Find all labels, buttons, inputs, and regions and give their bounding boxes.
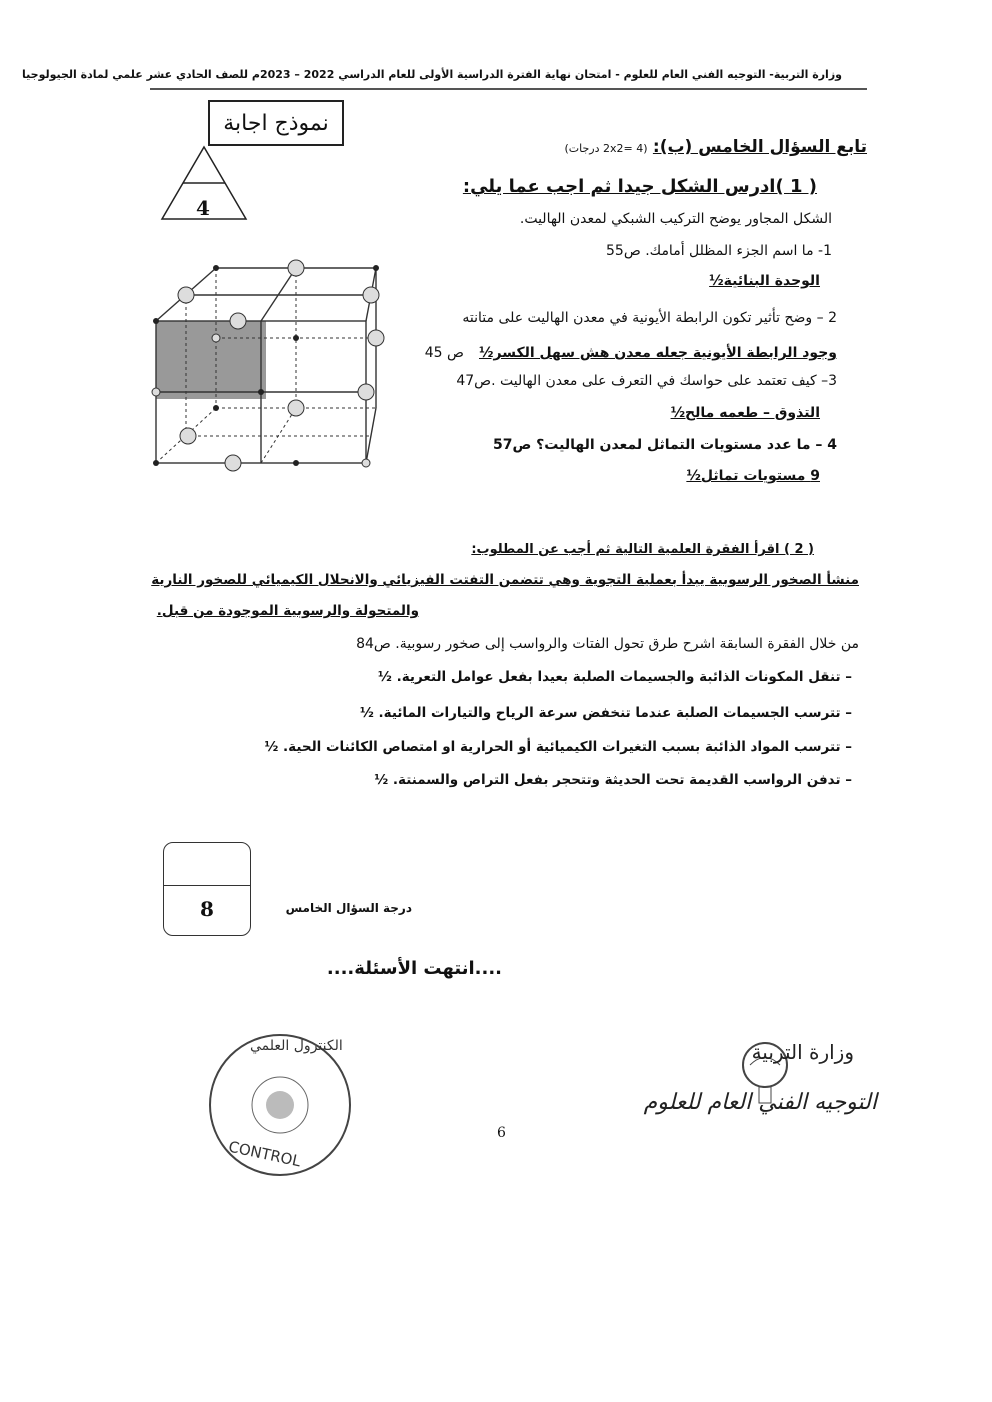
page-number: 6	[497, 1125, 506, 1141]
part1-a2: وجود الرابطة الأيونية جعله معدن هش سهل الكسر½	[479, 345, 837, 361]
part1-intro: الشكل المجاور يوضح التركيب الشبكي لمعدن الهاليت.	[519, 211, 832, 227]
total-score-label: درجة السؤال الخامس	[285, 901, 412, 915]
part2-answer-4: – تدفن الرواسب القديمة تحت الحديثة وتتحجر بفعل التراص والسمنتة. ½	[374, 772, 852, 788]
control-stamp-bottom-text: CONTROL	[226, 1137, 303, 1171]
part1-a4: 9 مستويات تماثل½	[686, 468, 820, 484]
control-stamp-arc-text: الكنترول العلمي	[250, 1038, 343, 1054]
header-title: وزارة التربية- التوجيه الفني العام للعلوم - امتحان نهاية الفترة الدراسية الأولى للعام الدراسي 2022 – 2023م للصف الحادي عشر علمي لمادة الجيولوجيا	[22, 68, 842, 81]
question-marks: (2x2= 4 درجات)	[564, 142, 648, 155]
part1-q2: 2 – وضح تأثير تكون الرابطة الأيونية في معدن الهاليت على متانته	[462, 310, 837, 326]
answer-model-label: نموذج اجابة	[223, 110, 329, 136]
part1-a3: التذوق – طعمه مالح½	[670, 405, 820, 421]
part1-title: ( 1 )ادرس الشكل جيدا ثم اجب عما يلي:	[462, 176, 817, 197]
header-divider	[150, 88, 867, 90]
part1-q3: 3– كيف تعتمد على حواسك في التعرف على معدن الهاليت .ص47	[456, 373, 837, 389]
halite-lattice-figure	[148, 258, 388, 473]
part2-answer-2: – تترسب الجسيمات الصلبة عندما تنخفض سرعة الرياح والتيارات المائية. ½	[359, 705, 852, 721]
total-score-value: 8	[200, 897, 214, 921]
end-text: ....انتهت الأسئلة....	[326, 958, 502, 979]
section-score: 4	[196, 196, 210, 220]
part2-paragraph-line1: منشأ الصخور الرسوبية يبدأ بعملية التجوية وهي تتضمن التفتت الفيزيائي والانحلال الكيميائي للصخور النارية	[151, 572, 859, 588]
total-score-box	[163, 842, 251, 936]
part2-paragraph-line2: والمتحولة والرسوبية الموجودة من قبل.	[156, 603, 419, 619]
part1-q4: 4 – ما عدد مستويات التماثل لمعدن الهاليت؟ ص57	[492, 437, 837, 453]
part2-answer-3: – تترسب المواد الذائبة بسبب التغيرات الكيميائية أو الحرارية او امتصاص الكائنات الحية. ½	[264, 739, 852, 755]
part2-question: من خلال الفقرة السابقة اشرح طرق تحول الفتات والرواسب إلى صخور رسوبية. ص84	[356, 636, 859, 652]
part2-answer-1: – تنقل المكونات الذائبة والجسيمات الصلبة بعيدا بفعل عوامل التعرية. ½	[377, 669, 852, 685]
answer-model-box	[208, 100, 344, 146]
part1-a1: الوحدة البنائية½	[709, 273, 820, 289]
part2-title: ( 2 ) اقرأ الفقرة العلمية التالية ثم أجب عن المطلوب:	[471, 542, 814, 557]
part1-a2-ref: ص 45	[424, 345, 464, 361]
ministry-stamp-line2: التوجيه الفني العام للعلوم	[643, 1090, 877, 1115]
ministry-stamp-line1: وزارة التربية	[751, 1040, 854, 1064]
question-title: تابع السؤال الخامس (ب):	[652, 137, 867, 157]
part1-q1: 1- ما اسم الجزء المظلل أمامك. ص55	[605, 243, 832, 259]
